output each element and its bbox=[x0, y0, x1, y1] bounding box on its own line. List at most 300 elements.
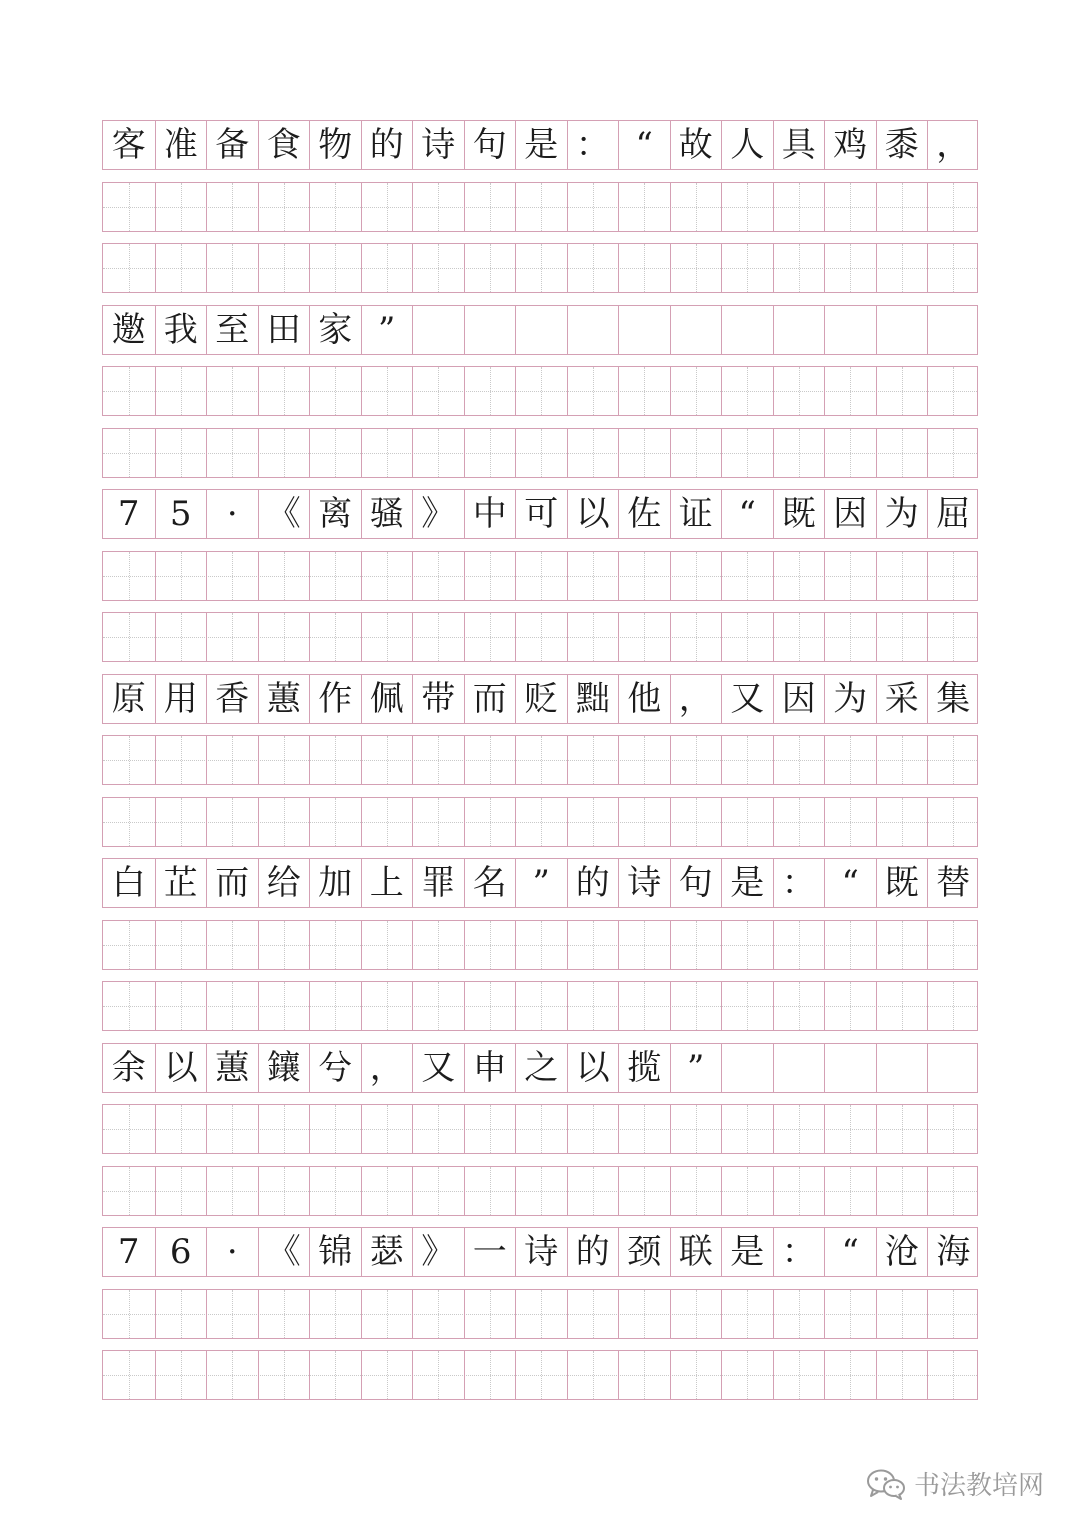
grid-cell bbox=[155, 367, 207, 415]
handwritten-char: 上 bbox=[369, 863, 404, 903]
grid-cell bbox=[412, 552, 464, 600]
grid-cell bbox=[155, 675, 207, 723]
grid-cell bbox=[155, 1351, 207, 1399]
grid-cell bbox=[927, 244, 979, 292]
grid-cell bbox=[670, 613, 722, 661]
grid-cell bbox=[721, 1228, 773, 1276]
handwritten-char: ： bbox=[781, 863, 816, 903]
grid-cell bbox=[361, 736, 413, 784]
grid-cell bbox=[258, 552, 310, 600]
text-row bbox=[102, 305, 978, 355]
handwritten-char: 为 bbox=[884, 494, 919, 534]
grid-cell bbox=[927, 429, 979, 477]
grid-cell bbox=[721, 429, 773, 477]
grid-cell bbox=[618, 1228, 670, 1276]
grid-cell bbox=[155, 921, 207, 969]
handwritten-char: 而 bbox=[472, 678, 507, 719]
watermark-text: 书法教培网 bbox=[913, 1471, 1044, 1501]
grid-cell bbox=[721, 1044, 773, 1092]
grid-cell bbox=[206, 367, 258, 415]
grid-cell bbox=[824, 859, 876, 907]
grid-cell bbox=[824, 1105, 876, 1153]
grid-cell bbox=[927, 921, 979, 969]
grid-cell bbox=[773, 798, 825, 846]
grid-cell bbox=[515, 1105, 567, 1153]
grid-cell bbox=[309, 552, 361, 600]
handwritten-char: 申 bbox=[472, 1047, 507, 1088]
handwritten-char: 7 bbox=[117, 1232, 140, 1272]
grid-cell bbox=[670, 490, 722, 538]
grid-cell bbox=[876, 552, 928, 600]
handwritten-char: 作 bbox=[318, 678, 353, 719]
grid-cell bbox=[361, 982, 413, 1030]
grid-cell bbox=[206, 613, 258, 661]
grid-cell bbox=[567, 736, 619, 784]
grid-cell bbox=[155, 244, 207, 292]
grid-cell bbox=[309, 1290, 361, 1338]
grid-cell bbox=[464, 552, 516, 600]
handwritten-char: 又 bbox=[421, 1047, 456, 1088]
grid-cell bbox=[567, 1044, 619, 1092]
grid-cell bbox=[206, 921, 258, 969]
handwritten-char: 蕙 bbox=[266, 678, 301, 719]
grid-cell bbox=[515, 1290, 567, 1338]
grid-cell bbox=[515, 1167, 567, 1215]
grid-cell bbox=[309, 121, 361, 169]
handwritten-char: 诗 bbox=[421, 125, 456, 165]
grid-cell bbox=[567, 1228, 619, 1276]
handwritten-char: 准 bbox=[163, 125, 198, 165]
grid-cell bbox=[103, 736, 155, 784]
grid-cell bbox=[876, 183, 928, 231]
grid-cell bbox=[670, 675, 722, 723]
grid-cell bbox=[824, 736, 876, 784]
grid-cell bbox=[361, 183, 413, 231]
grid-cell bbox=[464, 675, 516, 723]
grid-cell bbox=[155, 183, 207, 231]
grid-cell bbox=[721, 675, 773, 723]
handwritten-char: 的 bbox=[575, 863, 610, 903]
handwritten-char: 诗 bbox=[627, 863, 662, 903]
handwritten-char: 因 bbox=[781, 678, 816, 719]
grid-cell bbox=[412, 429, 464, 477]
grid-cell bbox=[824, 921, 876, 969]
grid-cell bbox=[618, 1044, 670, 1092]
grid-cell bbox=[618, 736, 670, 784]
grid-cell bbox=[618, 613, 670, 661]
grid-cell bbox=[258, 859, 310, 907]
grid-cell bbox=[773, 552, 825, 600]
grid-cell bbox=[412, 490, 464, 538]
grid-cell bbox=[927, 121, 979, 169]
grid-cell bbox=[258, 490, 310, 538]
grid-cell bbox=[824, 244, 876, 292]
grid-cell bbox=[567, 121, 619, 169]
handwritten-char: 的 bbox=[369, 125, 404, 165]
practice-row bbox=[102, 366, 978, 416]
grid-cell bbox=[464, 121, 516, 169]
handwritten-char: ” bbox=[687, 1047, 705, 1088]
grid-cell bbox=[721, 183, 773, 231]
grid-cell bbox=[155, 736, 207, 784]
grid-cell bbox=[206, 1228, 258, 1276]
grid-cell bbox=[206, 429, 258, 477]
grid-cell bbox=[103, 552, 155, 600]
grid-cell bbox=[361, 1351, 413, 1399]
grid-cell bbox=[464, 1105, 516, 1153]
grid-cell bbox=[103, 367, 155, 415]
grid-cell bbox=[155, 490, 207, 538]
grid-cell bbox=[824, 798, 876, 846]
grid-cell bbox=[103, 1105, 155, 1153]
grid-cell bbox=[927, 675, 979, 723]
grid-cell bbox=[464, 1228, 516, 1276]
grid-cell bbox=[670, 1290, 722, 1338]
grid-cell bbox=[361, 1167, 413, 1215]
handwritten-char: 以 bbox=[575, 494, 610, 534]
grid-cell bbox=[361, 1290, 413, 1338]
grid-cell bbox=[155, 552, 207, 600]
handwritten-char: 佐 bbox=[627, 494, 662, 534]
grid-cell bbox=[824, 613, 876, 661]
grid-cell bbox=[206, 121, 258, 169]
handwritten-char: 集 bbox=[936, 678, 971, 719]
handwritten-char: 田 bbox=[266, 309, 301, 350]
handwritten-char: 他 bbox=[627, 678, 662, 719]
grid-cell bbox=[103, 921, 155, 969]
grid-cell bbox=[155, 121, 207, 169]
practice-row bbox=[102, 1104, 978, 1154]
grid-cell bbox=[567, 1351, 619, 1399]
handwritten-char: 的 bbox=[575, 1232, 610, 1272]
grid-cell bbox=[309, 183, 361, 231]
grid-cell bbox=[824, 675, 876, 723]
grid-cell bbox=[361, 859, 413, 907]
handwritten-char: 是 bbox=[730, 863, 765, 903]
handwritten-char: 香 bbox=[215, 678, 250, 719]
grid-cell bbox=[721, 367, 773, 415]
grid-cell bbox=[361, 1044, 413, 1092]
handwritten-char: 为 bbox=[833, 678, 868, 719]
grid-cell bbox=[412, 306, 464, 354]
grid-cell bbox=[206, 306, 258, 354]
handwritten-char: ， bbox=[936, 125, 971, 165]
grid-cell bbox=[773, 306, 825, 354]
grid-cell bbox=[464, 859, 516, 907]
grid-cell bbox=[155, 1105, 207, 1153]
handwritten-char: 既 bbox=[884, 863, 919, 903]
grid-cell bbox=[258, 1167, 310, 1215]
grid-cell bbox=[103, 244, 155, 292]
handwritten-char: ” bbox=[378, 309, 396, 350]
grid-cell bbox=[670, 1167, 722, 1215]
handwritten-char: 因 bbox=[833, 494, 868, 534]
grid-cell bbox=[876, 736, 928, 784]
grid-cell bbox=[206, 736, 258, 784]
grid-cell bbox=[567, 798, 619, 846]
grid-cell bbox=[876, 1290, 928, 1338]
grid-cell bbox=[773, 183, 825, 231]
grid-cell bbox=[721, 736, 773, 784]
handwritten-char: 客 bbox=[111, 125, 146, 165]
handwritten-char: 骚 bbox=[369, 494, 404, 534]
grid-cell bbox=[721, 859, 773, 907]
handwritten-char: ， bbox=[678, 678, 713, 719]
grid-cell bbox=[670, 982, 722, 1030]
grid-cell bbox=[464, 306, 516, 354]
grid-cell bbox=[309, 736, 361, 784]
grid-cell bbox=[206, 1044, 258, 1092]
grid-cell bbox=[309, 1167, 361, 1215]
grid-cell bbox=[515, 183, 567, 231]
handwritten-char: 句 bbox=[472, 125, 507, 165]
handwritten-char: 屈 bbox=[936, 494, 971, 534]
handwritten-char: 而 bbox=[215, 863, 250, 903]
grid-cell bbox=[773, 982, 825, 1030]
handwritten-char: ： bbox=[575, 125, 610, 165]
grid-cell bbox=[515, 736, 567, 784]
grid-cell bbox=[567, 552, 619, 600]
grid-cell bbox=[103, 859, 155, 907]
grid-cell bbox=[618, 798, 670, 846]
grid-cell bbox=[206, 183, 258, 231]
grid-cell bbox=[721, 921, 773, 969]
grid-cell bbox=[670, 429, 722, 477]
grid-cell bbox=[567, 429, 619, 477]
grid-cell bbox=[773, 1167, 825, 1215]
text-row bbox=[102, 489, 978, 539]
handwritten-char: 是 bbox=[730, 1232, 765, 1272]
grid-cell bbox=[824, 183, 876, 231]
grid-cell bbox=[361, 1228, 413, 1276]
handwritten-char: 贬 bbox=[524, 678, 559, 719]
grid-cell bbox=[464, 736, 516, 784]
grid-cell bbox=[103, 982, 155, 1030]
grid-cell bbox=[618, 1167, 670, 1215]
text-row bbox=[102, 1227, 978, 1277]
grid-cell bbox=[618, 859, 670, 907]
watermark bbox=[866, 1465, 1044, 1502]
handwritten-char: 以 bbox=[575, 1047, 610, 1088]
grid-cell bbox=[206, 859, 258, 907]
grid-cell bbox=[103, 1351, 155, 1399]
handwritten-char: 芷 bbox=[163, 863, 198, 903]
handwritten-char: 》 bbox=[421, 1232, 456, 1272]
grid-cell bbox=[515, 675, 567, 723]
grid-cell bbox=[258, 306, 310, 354]
grid-cell bbox=[464, 982, 516, 1030]
handwritten-char: 锦 bbox=[318, 1232, 353, 1272]
grid-cell bbox=[309, 1228, 361, 1276]
grid-cell bbox=[206, 1105, 258, 1153]
handwritten-char: 句 bbox=[678, 863, 713, 903]
grid-cell bbox=[206, 1290, 258, 1338]
grid-cell bbox=[412, 736, 464, 784]
grid-cell bbox=[103, 1167, 155, 1215]
grid-cell bbox=[876, 1105, 928, 1153]
grid-cell bbox=[103, 613, 155, 661]
grid-cell bbox=[206, 798, 258, 846]
grid-cell bbox=[464, 183, 516, 231]
grid-cell bbox=[412, 244, 464, 292]
grid-cell bbox=[309, 306, 361, 354]
handwritten-char: 瑟 bbox=[369, 1232, 404, 1272]
grid-cell bbox=[876, 1228, 928, 1276]
grid-cell bbox=[258, 1228, 310, 1276]
grid-cell bbox=[721, 244, 773, 292]
grid-cell bbox=[721, 306, 773, 354]
grid-cell bbox=[567, 183, 619, 231]
grid-cell bbox=[464, 490, 516, 538]
grid-cell bbox=[927, 1044, 979, 1092]
handwritten-char: 至 bbox=[215, 309, 250, 350]
grid-cell bbox=[309, 429, 361, 477]
practice-row bbox=[102, 182, 978, 232]
grid-cell bbox=[309, 1351, 361, 1399]
grid-cell bbox=[927, 982, 979, 1030]
grid-cell bbox=[361, 429, 413, 477]
grid-cell bbox=[412, 1167, 464, 1215]
grid-cell bbox=[464, 613, 516, 661]
grid-cell bbox=[618, 121, 670, 169]
grid-cell bbox=[258, 367, 310, 415]
grid-cell bbox=[361, 798, 413, 846]
grid-cell bbox=[618, 1105, 670, 1153]
grid-cell bbox=[103, 675, 155, 723]
grid-cell bbox=[876, 982, 928, 1030]
grid-cell bbox=[155, 1290, 207, 1338]
practice-row bbox=[102, 1166, 978, 1216]
grid-cell bbox=[824, 367, 876, 415]
grid-cell bbox=[670, 552, 722, 600]
grid-cell bbox=[927, 736, 979, 784]
grid-cell bbox=[876, 921, 928, 969]
grid-cell bbox=[206, 982, 258, 1030]
grid-cell bbox=[258, 429, 310, 477]
text-row bbox=[102, 858, 978, 908]
grid-cell bbox=[927, 1167, 979, 1215]
grid-cell bbox=[567, 490, 619, 538]
grid-cell bbox=[670, 1351, 722, 1399]
grid-cell bbox=[721, 1290, 773, 1338]
grid-cell bbox=[155, 429, 207, 477]
grid-cell bbox=[618, 244, 670, 292]
grid-cell bbox=[412, 1228, 464, 1276]
handwritten-char: 余 bbox=[111, 1047, 146, 1088]
handwritten-char: 诗 bbox=[524, 1232, 559, 1272]
grid-cell bbox=[618, 367, 670, 415]
grid-cell bbox=[412, 675, 464, 723]
handwritten-char: 佩 bbox=[369, 678, 404, 719]
grid-cell bbox=[464, 798, 516, 846]
handwritten-char: 鸡 bbox=[833, 125, 868, 165]
grid-cell bbox=[824, 982, 876, 1030]
handwritten-char: 是 bbox=[524, 125, 559, 165]
handwritten-char: · bbox=[226, 494, 238, 534]
grid-cell bbox=[824, 552, 876, 600]
grid-cell bbox=[824, 429, 876, 477]
grid-cell bbox=[103, 1228, 155, 1276]
grid-cell bbox=[103, 306, 155, 354]
handwritten-char: 家 bbox=[318, 309, 353, 350]
grid-cell bbox=[309, 798, 361, 846]
practice-row bbox=[102, 981, 978, 1031]
grid-cell bbox=[155, 982, 207, 1030]
grid-cell bbox=[155, 1044, 207, 1092]
practice-row bbox=[102, 1289, 978, 1339]
grid-cell bbox=[773, 1351, 825, 1399]
grid-cell bbox=[876, 1351, 928, 1399]
grid-cell bbox=[361, 244, 413, 292]
handwritten-char: “ bbox=[841, 1232, 859, 1272]
handwritten-char: 海 bbox=[936, 1232, 971, 1272]
grid-cell bbox=[927, 1228, 979, 1276]
grid-cell bbox=[773, 613, 825, 661]
grid-cell bbox=[927, 859, 979, 907]
grid-cell bbox=[361, 367, 413, 415]
handwritten-char: 邀 bbox=[111, 309, 146, 350]
grid-cell bbox=[721, 1105, 773, 1153]
handwritten-char: 食 bbox=[266, 125, 301, 165]
grid-cell bbox=[670, 798, 722, 846]
handwritten-char: 蕙 bbox=[215, 1047, 250, 1088]
grid-cell bbox=[361, 121, 413, 169]
grid-cell bbox=[258, 1105, 310, 1153]
grid-cell bbox=[618, 921, 670, 969]
grid-cell bbox=[412, 183, 464, 231]
grid-cell bbox=[412, 982, 464, 1030]
grid-cell bbox=[361, 675, 413, 723]
grid-cell bbox=[670, 1044, 722, 1092]
grid-cell bbox=[412, 921, 464, 969]
grid-cell bbox=[618, 982, 670, 1030]
grid-cell bbox=[206, 1167, 258, 1215]
grid-cell bbox=[103, 798, 155, 846]
handwritten-char: 《 bbox=[266, 1232, 301, 1272]
grid-cell bbox=[515, 121, 567, 169]
grid-cell bbox=[927, 613, 979, 661]
grid-cell bbox=[567, 1167, 619, 1215]
grid-cell bbox=[464, 1290, 516, 1338]
text-row bbox=[102, 120, 978, 170]
grid-cell bbox=[309, 244, 361, 292]
grid-cell bbox=[515, 244, 567, 292]
practice-row bbox=[102, 428, 978, 478]
handwritten-char: 黍 bbox=[884, 125, 919, 165]
grid-cell bbox=[773, 859, 825, 907]
grid-cell bbox=[670, 921, 722, 969]
grid-cell bbox=[567, 675, 619, 723]
handwritten-char: 揽 bbox=[627, 1047, 662, 1088]
handwritten-char: 证 bbox=[678, 494, 713, 534]
grid-cell bbox=[927, 183, 979, 231]
handwritten-char: 鑲 bbox=[266, 1047, 301, 1088]
handwritten-char: 人 bbox=[730, 125, 765, 165]
handwritten-char: 可 bbox=[524, 494, 559, 534]
grid-cell bbox=[773, 1290, 825, 1338]
grid-cell bbox=[876, 798, 928, 846]
handwritten-char: 颈 bbox=[627, 1232, 662, 1272]
handwritten-char: 以 bbox=[163, 1047, 198, 1088]
grid-cell bbox=[773, 244, 825, 292]
grid-cell bbox=[258, 1044, 310, 1092]
handwritten-char: “ bbox=[841, 863, 859, 903]
grid-cell bbox=[876, 244, 928, 292]
handwritten-char: 备 bbox=[215, 125, 250, 165]
grid-cell bbox=[773, 736, 825, 784]
practice-row bbox=[102, 551, 978, 601]
grid-cell bbox=[361, 613, 413, 661]
